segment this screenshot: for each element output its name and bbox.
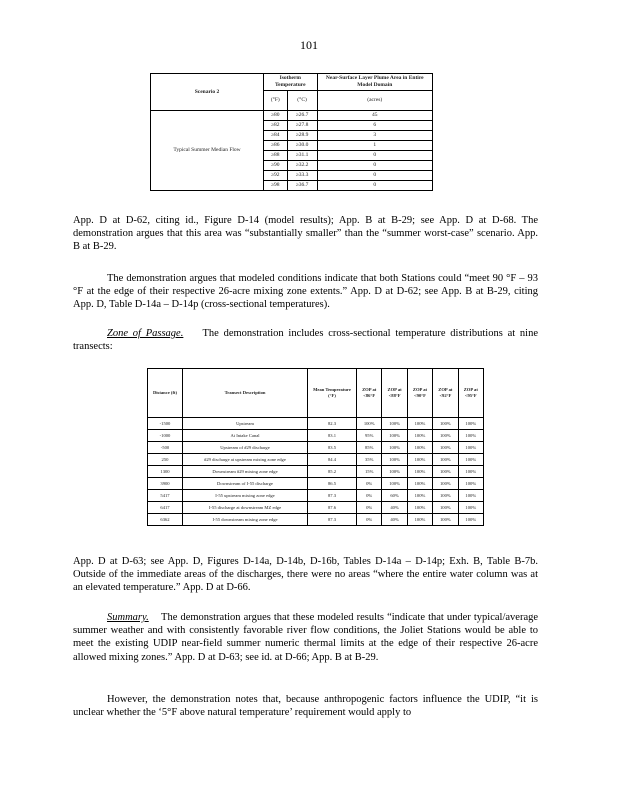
paragraph-6: [73, 693, 538, 719]
table-cell: 0: [317, 161, 432, 171]
table-header: ZOP at <95°F: [458, 369, 483, 418]
table-cell: 0%: [357, 502, 382, 514]
table-cell: 100%: [433, 478, 458, 490]
table-cell: Downstream #29 mixing zone edge: [183, 466, 308, 478]
table-cell: 100%: [407, 430, 432, 442]
paragraph-6-text: However, the demonstration notes that, because anthropogenic factors influence the UDIP, “it is unclear whether the ‘5°F above natural temperature’ requirement would apply to: [73, 694, 538, 719]
table-cell: -1500: [148, 418, 183, 430]
table-cell: 40%: [382, 514, 407, 526]
paragraph-3: [73, 327, 538, 353]
table-cell: 100%: [407, 478, 432, 490]
table-cell: 100%: [407, 514, 432, 526]
paragraph-2-text: The demonstration argues that modeled conditions indicate that both Stations could “meet 90 °F – 93 °F at the edge of their respective 26-acre mixing zone extents.” App. D at D-62; see App. B at B-29, citing App. D, Table D-14a – D-14p (cross-sectional temperatures).: [73, 273, 538, 311]
table-cell: 100%: [357, 418, 382, 430]
zone-of-passage-heading: Zone of Passage.: [107, 328, 184, 339]
table-cell: ≥92: [264, 171, 288, 181]
col-plume: Near-Surface Layer Plume Area in Entire Model Domain: [317, 74, 432, 91]
table-cell: 6: [317, 121, 432, 131]
table-header: Transect Description: [183, 369, 308, 418]
table-cell: 95%: [357, 430, 382, 442]
paragraph-4: App. D at D-63; see App. D, Figures D-14a, D-14b, D-16b, Tables D-14a – D-14p; Exh. B, Table B-7b. Outside of the immediate areas of the discharges, there were no areas “where the entire water column was at an elevated temperature.” App. D at D-66.: [73, 556, 538, 594]
table-cell: Downstream of I-55 discharge: [183, 478, 308, 490]
table-cell: 60%: [382, 490, 407, 502]
table-cell: 100%: [382, 418, 407, 430]
table-row: [148, 466, 484, 478]
table-header: Mean Temperature (°F): [308, 369, 357, 418]
table-cell: 100%: [433, 442, 458, 454]
table-cell: 100%: [407, 490, 432, 502]
table-cell: 100%: [382, 478, 407, 490]
col-isotherm: Isotherm Temperature: [264, 74, 318, 91]
table-row: [148, 454, 484, 466]
table-cell: 100%: [458, 454, 483, 466]
table-cell: 87.3: [308, 514, 357, 526]
table-cell: ≥84: [264, 131, 288, 141]
table-cell: Upstream of #29 discharge: [183, 442, 308, 454]
table-cell: 100%: [382, 454, 407, 466]
table-cell: 6362: [148, 514, 183, 526]
table-cell: 100%: [433, 502, 458, 514]
table-cell: 100%: [433, 454, 458, 466]
table-cell: ≥80: [264, 111, 288, 121]
table-cell: ≥30.0: [287, 141, 317, 151]
table-cell: 100%: [458, 466, 483, 478]
table-cell: 3900: [148, 478, 183, 490]
table-cell: -500: [148, 442, 183, 454]
table-cell: 86.5: [308, 478, 357, 490]
table-cell: 100%: [407, 454, 432, 466]
paragraph-5-text: The demonstration argues that these modeled results “indicate that under typical/average summer weather and with consistently favorable river flow conditions, the Joliet Stations would be able to meet the existing UDIP near-field summer numeric thermal limits at the edge of their respective 26-acre allowed mixing zones.” App. D at D-63; see id. at D-66; App. B at B-29.: [73, 612, 539, 663]
table-cell: 100%: [458, 514, 483, 526]
table-cell: 87.6: [308, 502, 357, 514]
paragraph-5: [73, 611, 538, 664]
table-cell: 85.2: [308, 466, 357, 478]
transect-table: [147, 368, 484, 526]
table-header: Distance (ft): [148, 369, 183, 418]
table-row: [148, 418, 484, 430]
table-cell: ≥27.8: [287, 121, 317, 131]
page-number: 101: [300, 38, 318, 52]
table-cell: 6417: [148, 502, 183, 514]
table-cell: I-55 downstream mixing zone edge: [183, 514, 308, 526]
isotherm-table: [150, 73, 433, 191]
table-cell: 84.4: [308, 454, 357, 466]
table-cell: ≥31.1: [287, 151, 317, 161]
paragraph-1: App. D at D-62, citing id., Figure D-14 (model results); App. B at B-29; see App. D at D-68. The demonstration argues that this area was “substantially smaller” than the “summer worst-case” scenario. App. B at B-29.: [73, 215, 538, 253]
summary-heading: Summary.: [107, 612, 149, 623]
table-cell: 100%: [433, 430, 458, 442]
table-cell: ≥88: [264, 151, 288, 161]
table-cell: 83.1: [308, 430, 357, 442]
table-header: ZOP at <88°F: [382, 369, 407, 418]
table-cell: 1: [317, 141, 432, 151]
table-cell: ≥98: [264, 181, 288, 191]
paragraph-2: [73, 272, 538, 312]
table-cell: #29 discharge at upstream mixing zone edge: [183, 454, 308, 466]
table-row: [148, 514, 484, 526]
table-cell: 0: [317, 171, 432, 181]
table-cell: 35%: [357, 454, 382, 466]
table-cell: 85%: [357, 442, 382, 454]
table-cell: 100%: [458, 430, 483, 442]
table-header: ZOP at <90°F: [407, 369, 432, 418]
table-cell: At Intake Canal: [183, 430, 308, 442]
table-cell: I-55 upstream mixing zone edge: [183, 490, 308, 502]
table-cell: 100%: [407, 442, 432, 454]
col-scenario: Scenario 2: [151, 74, 264, 111]
table-header: ZOP at <92°F: [433, 369, 458, 418]
table-cell: 100%: [458, 418, 483, 430]
unit-acres: (acres): [317, 91, 432, 111]
table-cell: 87.3: [308, 490, 357, 502]
table-cell: 0%: [357, 490, 382, 502]
table-cell: 100%: [382, 466, 407, 478]
table-cell: I-55 discharge at downstream MZ edge: [183, 502, 308, 514]
table-cell: 15%: [357, 466, 382, 478]
table-header: ZOP at <86°F: [357, 369, 382, 418]
table-cell: 100%: [458, 502, 483, 514]
table-cell: 0: [317, 151, 432, 161]
paragraph-3-text: The demonstration includes cross-sectional temperature distributions at nine transects:: [73, 328, 539, 353]
table-cell: 100%: [407, 466, 432, 478]
table-cell: ≥32.2: [287, 161, 317, 171]
table-row: [148, 430, 484, 442]
table-cell: 100%: [433, 466, 458, 478]
table-cell: ≥86: [264, 141, 288, 151]
table-cell: ≥36.7: [287, 181, 317, 191]
table-cell: ≥90: [264, 161, 288, 171]
scenario-row-label: Typical Summer Median Flow: [151, 111, 264, 191]
table-cell: 0%: [357, 514, 382, 526]
table-cell: 1300: [148, 466, 183, 478]
table-cell: -1000: [148, 430, 183, 442]
table-row: [148, 478, 484, 490]
table-cell: ≥28.9: [287, 131, 317, 141]
unit-c: (°C): [287, 91, 317, 111]
table-cell: 45: [317, 111, 432, 121]
table-cell: 100%: [382, 442, 407, 454]
table-cell: 82.3: [308, 418, 357, 430]
table-row: [148, 502, 484, 514]
table-row: [148, 490, 484, 502]
table-row: [148, 442, 484, 454]
table-cell: 100%: [407, 502, 432, 514]
table-cell: 100%: [433, 418, 458, 430]
table-cell: 100%: [458, 442, 483, 454]
table-cell: 100%: [458, 478, 483, 490]
table-cell: 3: [317, 131, 432, 141]
table-cell: 100%: [382, 430, 407, 442]
table-cell: 100%: [433, 490, 458, 502]
table-cell: 250: [148, 454, 183, 466]
table-cell: 83.5: [308, 442, 357, 454]
table-cell: 0%: [357, 478, 382, 490]
unit-f: (°F): [264, 91, 288, 111]
table-cell: ≥33.3: [287, 171, 317, 181]
table-cell: 40%: [382, 502, 407, 514]
table-cell: 100%: [458, 490, 483, 502]
table-cell: 0: [317, 181, 432, 191]
table-cell: 100%: [433, 514, 458, 526]
table-cell: 5417: [148, 490, 183, 502]
table-cell: ≥82: [264, 121, 288, 131]
table-cell: Upstream: [183, 418, 308, 430]
table-cell: 100%: [407, 418, 432, 430]
table-cell: ≥26.7: [287, 111, 317, 121]
